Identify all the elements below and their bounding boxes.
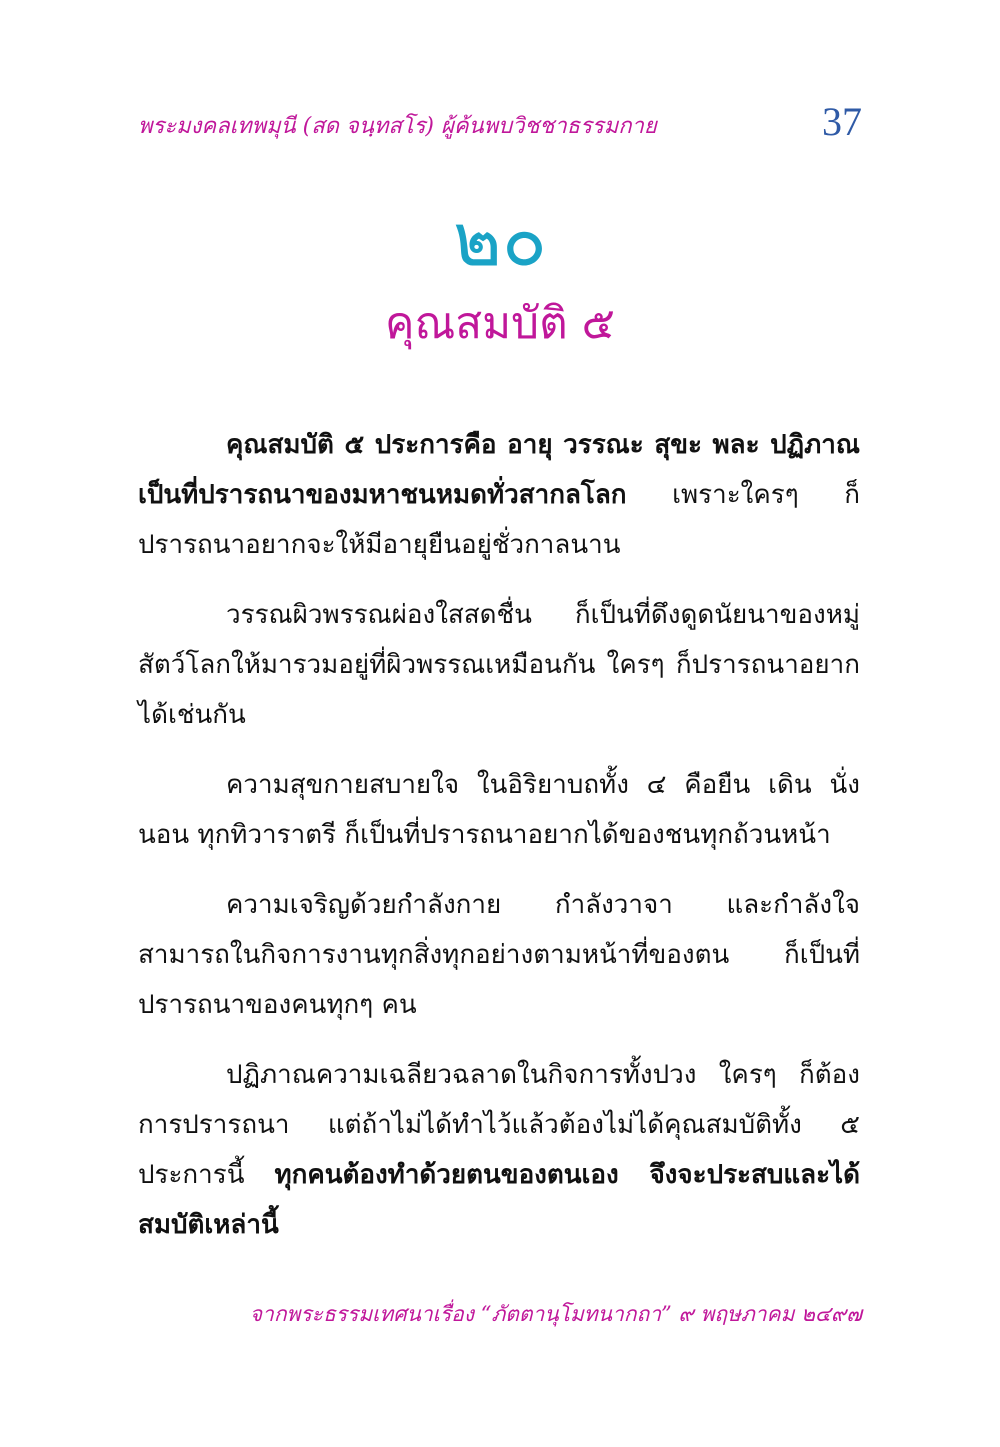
- running-header: พระมงคลเทพมุนี (สด จนฺทสโร) ผู้ค้นพบวิชชาธรรมกาย: [138, 114, 657, 139]
- paragraph-3: ความสุขกายสบายใจ ในอิริยาบถทั้ง ๔ คือยืน เดิน นั่ง นอน ทุกทิวาราตรี ก็เป็นที่ปรารถนาอยากได้ของชนทุกถ้วนหน้า: [138, 770, 860, 850]
- paragraph-5-text: ปฏิภาณความเฉลียวฉลาดในกิจการทั้งปวง ใครๆ ก็ต้อง การปรารถนา แต่ถ้าไม่ได้ทำไว้แล้วต้องไม่ได้คุณสมบัติทั้ง ๕ ประการนี้: [138, 1060, 860, 1190]
- paragraph-5: [138, 1050, 860, 1250]
- paragraph-4: ความเจริญด้วยกำลังกาย กำลังวาจา และกำลังใจ สามารถในกิจการงานทุกสิ่งทุกอย่างตามหน้าที่ของตน ก็เป็นที่ปรารถนาของคนทุกๆ คน: [138, 890, 860, 1020]
- paragraph-1-text: เพราะใครๆ ก็ปรารถนาอยากจะให้มีอายุยืนอยู่ชั่วกาลนาน: [138, 480, 860, 560]
- page-number: 37: [822, 99, 862, 144]
- paragraph-2: วรรณผิวพรรณผ่องใสสดชื่น ก็เป็นที่ดึงดูดนัยนาของหมู่สัตว์โลกให้มารวมอยู่ที่ผิวพรรณเหมือนกัน ใครๆ ก็ปรารถนาอยาก ได้เช่นกัน: [138, 600, 860, 730]
- paragraph-1: [138, 420, 860, 570]
- chapter-body: [138, 420, 860, 1250]
- chapter-title: คุณสมบัติ ๕: [385, 298, 615, 349]
- source-citation: จากพระธรรมเทศนาเรื่อง “ภัตตานุโมทนากถา” ๙ พฤษภาคม ๒๔๙๗: [249, 1302, 862, 1326]
- paragraph-1-bold-lead: คุณสมบัติ ๕ ประการคือ อายุ วรรณะ สุขะ พละ ปฏิภาณ เป็นที่ปรารถนาของมหาชนหมดทั่วสากลโลก: [138, 430, 860, 510]
- paragraph-5-bold-tail: ทุกคนต้องทำด้วยตนของตนเอง จึงจะประสบและได้สมบัติเหล่านี้: [138, 1160, 860, 1240]
- chapter-number: ๒๐: [453, 197, 547, 283]
